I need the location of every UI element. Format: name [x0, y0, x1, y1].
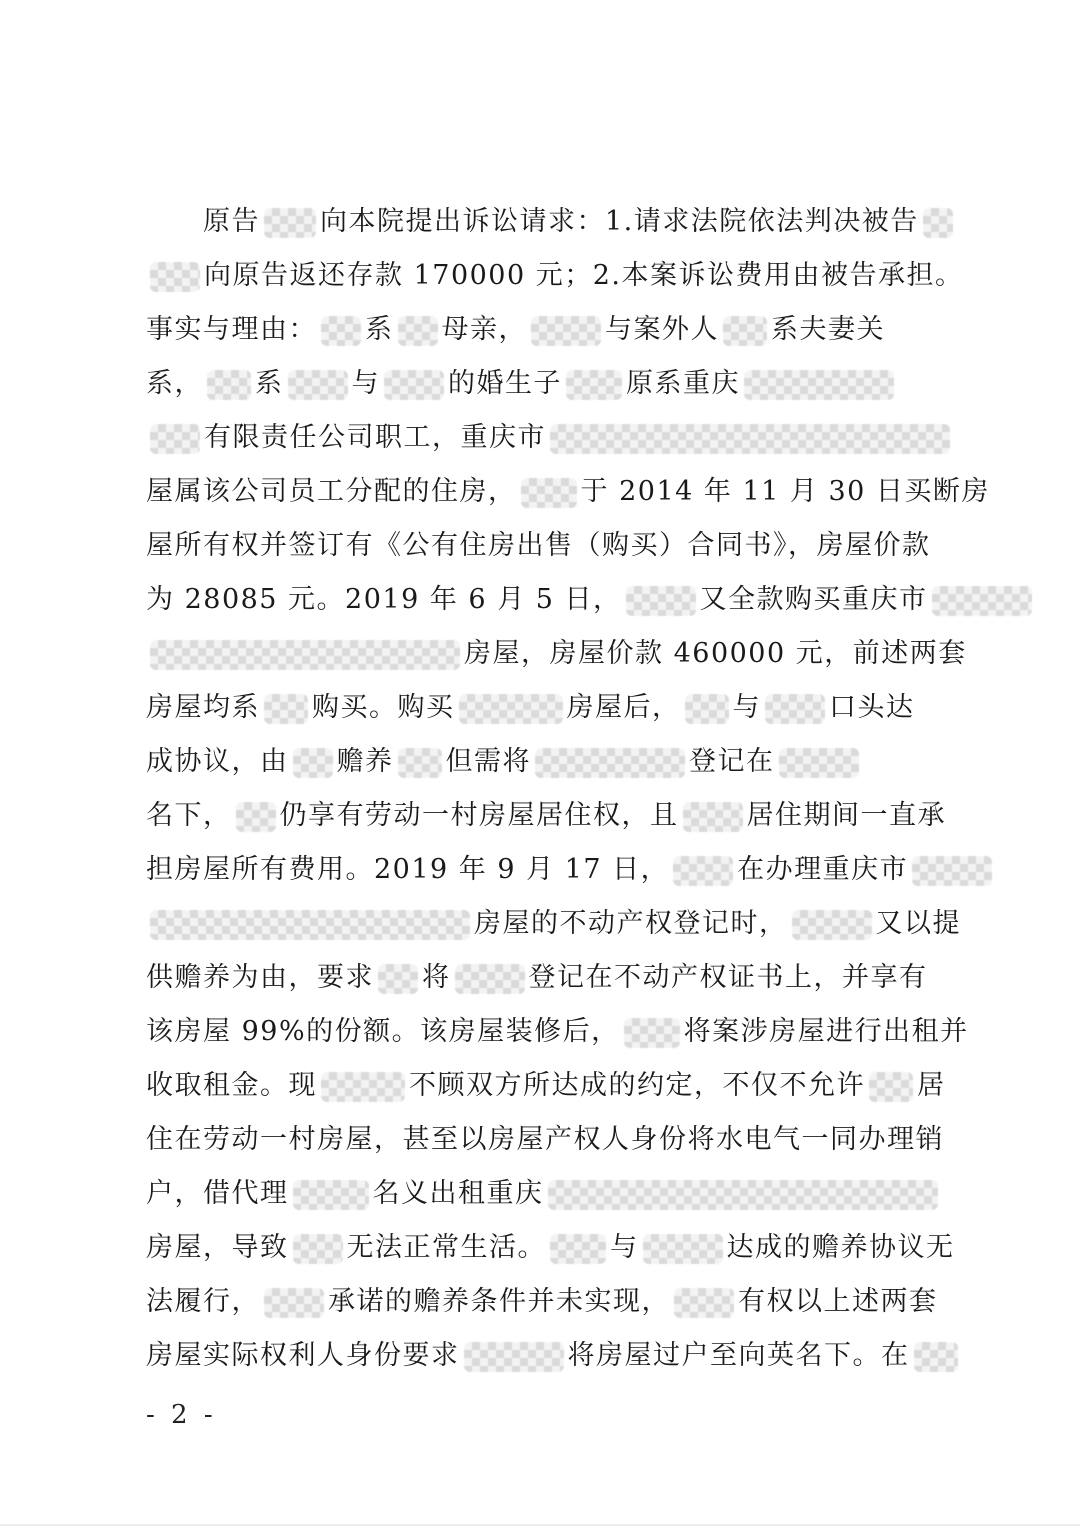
line-text: 登记在 — [689, 746, 775, 777]
redaction-block — [293, 748, 333, 778]
line-text: 与 — [610, 1232, 639, 1263]
line-text: 将 — [422, 962, 451, 993]
line-text: 收取租金。现 — [146, 1070, 317, 1101]
redaction-block — [264, 1288, 324, 1318]
line-text: 承诺的赡养条件并未实现， — [328, 1286, 670, 1317]
line-text: 将案涉房屋进行出租并 — [683, 1016, 969, 1047]
redaction-block — [673, 856, 733, 886]
paragraph-line-16 — [146, 1012, 969, 1052]
line-text: 与 — [351, 368, 380, 399]
paragraph-line-20 — [146, 1228, 955, 1268]
paragraph-line-19 — [146, 1174, 946, 1214]
paragraph-line-7 — [146, 526, 946, 566]
line-text: 无法正常生活。 — [346, 1232, 546, 1263]
redaction-block — [723, 316, 767, 346]
redaction-block — [550, 424, 950, 454]
redaction-block — [378, 964, 418, 994]
redaction-block — [683, 802, 743, 832]
redaction-block — [923, 208, 953, 238]
paragraph-line-8 — [146, 580, 946, 620]
line-text: 为 28085 元。2019 年 6 月 5 日， — [146, 584, 622, 615]
paragraph-line-14 — [146, 904, 961, 944]
line-text: 原系重庆 — [626, 368, 740, 399]
redaction-block — [550, 1234, 606, 1264]
redaction-block — [398, 316, 438, 346]
line-text: 屋属该公司员工分配的住房， — [146, 476, 517, 507]
redaction-block — [398, 748, 442, 778]
line-text: 事实与理由： — [146, 314, 317, 345]
line-text: 但需将 — [445, 746, 531, 777]
paragraph-line-21 — [146, 1282, 946, 1322]
line-text: 成协议，由 — [146, 746, 289, 777]
redaction-block — [264, 694, 308, 724]
redaction-block — [264, 208, 316, 238]
line-text: 屋所有权并签订有《公有住房出售（购买）合同书》，房屋价款 — [146, 530, 931, 561]
line-text: 不顾双方所达成的约定，不仅不允许 — [409, 1070, 865, 1101]
redaction-block — [150, 424, 200, 454]
line-text: 于 2014 年 11 月 30 日买断房 — [580, 476, 990, 507]
paragraph-line-11 — [146, 742, 946, 782]
line-text: 名下， — [146, 800, 232, 831]
paragraph-line-18 — [146, 1120, 946, 1160]
redaction-block — [626, 586, 696, 616]
redaction-block — [459, 694, 563, 724]
line-text: 原告 — [203, 206, 260, 237]
line-text: 达成的赡养协议无 — [726, 1232, 955, 1263]
line-text: 居 — [917, 1070, 946, 1101]
line-text: 名义出租重庆 — [372, 1178, 544, 1209]
line-text: 房屋，导致 — [146, 1232, 289, 1263]
line-text: 住在劳动一村房屋，甚至以房屋产权人身份将水电气一同办理销 — [146, 1124, 944, 1155]
redaction-block — [744, 370, 894, 400]
redaction-block — [455, 964, 525, 994]
line-text: 该房屋 99%的份额。该房屋装修后， — [146, 1016, 620, 1047]
paragraph-line-9 — [146, 634, 967, 674]
line-text: 有限责任公司职工，重庆市 — [204, 422, 546, 453]
page-number: - 2 - — [146, 1400, 217, 1430]
page-bottom-divider — [0, 1524, 1080, 1526]
redaction-block — [869, 1072, 913, 1102]
redaction-block — [321, 316, 361, 346]
redaction-block — [321, 1072, 405, 1102]
redaction-block — [236, 802, 276, 832]
paragraph-line-15 — [146, 958, 946, 998]
line-text: 登记在不动产权证书上，并享有 — [528, 962, 928, 993]
line-text: 与案外人 — [605, 314, 719, 345]
line-text: 系 — [255, 368, 284, 399]
line-text: 系夫妻关 — [771, 314, 885, 345]
line-text: 仍享有劳动一村房屋居住权，且 — [279, 800, 679, 831]
redaction-block — [150, 640, 460, 670]
redaction-block — [624, 1018, 680, 1048]
line-text: 在办理重庆市 — [737, 854, 909, 885]
line-text: 有权以上述两套 — [738, 1286, 938, 1317]
line-text: 房屋后， — [566, 692, 681, 723]
redaction-block — [914, 1342, 958, 1372]
line-text: 与 — [732, 692, 761, 723]
redaction-block — [207, 370, 251, 400]
paragraph-line-3 — [146, 310, 946, 350]
line-text: 担房屋所有费用。2019 年 9 月 17 日， — [146, 854, 670, 885]
line-text: 房屋均系 — [146, 692, 260, 723]
line-text: 母亲， — [441, 314, 527, 345]
line-text: 房屋，房屋价款 460000 元，前述两套 — [464, 638, 967, 669]
line-text: 房屋实际权利人身份要求 — [146, 1340, 460, 1371]
line-text: 购买。购买 — [312, 692, 455, 723]
line-text: 向原告返还存款 170000 元；2.本案诉讼费用由被告承担。 — [204, 260, 964, 291]
line-text: 赡养 — [336, 746, 394, 777]
line-text: 房屋的不动产权登记时， — [474, 908, 788, 939]
paragraph-line-12 — [146, 796, 946, 836]
redaction-block — [288, 370, 348, 400]
redaction-block — [150, 910, 470, 940]
redaction-block — [464, 1342, 564, 1372]
redaction-block — [293, 1180, 369, 1210]
redaction-block — [521, 478, 577, 508]
redaction-block — [643, 1234, 723, 1264]
paragraph-line-4 — [146, 364, 946, 404]
line-text: 户，借代理 — [146, 1178, 289, 1209]
redaction-block — [912, 856, 992, 886]
redaction-block — [293, 1234, 343, 1264]
paragraph-line-5 — [146, 418, 946, 458]
paragraph-line-17 — [146, 1066, 946, 1106]
line-text: 将房屋过户至向英名下。在 — [567, 1340, 910, 1371]
redaction-block — [765, 694, 825, 724]
paragraph-line-10 — [146, 688, 946, 728]
line-text: 供赡养为由，要求 — [146, 962, 374, 993]
paragraph-line-2 — [146, 256, 964, 296]
paragraph-line-6 — [146, 472, 990, 512]
line-text: 又全款购买重庆市 — [699, 584, 928, 615]
paragraph-line-13 — [146, 850, 946, 890]
redaction-block — [792, 910, 872, 940]
line-text: 系， — [146, 368, 203, 399]
line-text: 居住期间一直承 — [746, 800, 946, 831]
redaction-block — [566, 370, 622, 400]
line-text: 又以提 — [875, 908, 961, 939]
redaction-block — [150, 262, 200, 292]
line-text: 口头达 — [829, 692, 915, 723]
redaction-block — [779, 748, 859, 778]
paragraph-line-1 — [203, 202, 946, 242]
redaction-block — [674, 1288, 734, 1318]
line-text: 法履行， — [146, 1286, 260, 1317]
line-text: 向本院提出诉讼请求：1.请求法院依法判决被告 — [320, 206, 919, 237]
paragraph-line-22 — [146, 1336, 946, 1376]
redaction-block — [531, 316, 601, 346]
redaction-block — [384, 370, 444, 400]
redaction-block — [548, 1180, 938, 1210]
redaction-block — [685, 694, 729, 724]
redaction-block — [535, 748, 685, 778]
line-text: 的婚生子 — [448, 368, 562, 399]
line-text: 系 — [365, 314, 394, 345]
redaction-block — [932, 586, 1032, 616]
